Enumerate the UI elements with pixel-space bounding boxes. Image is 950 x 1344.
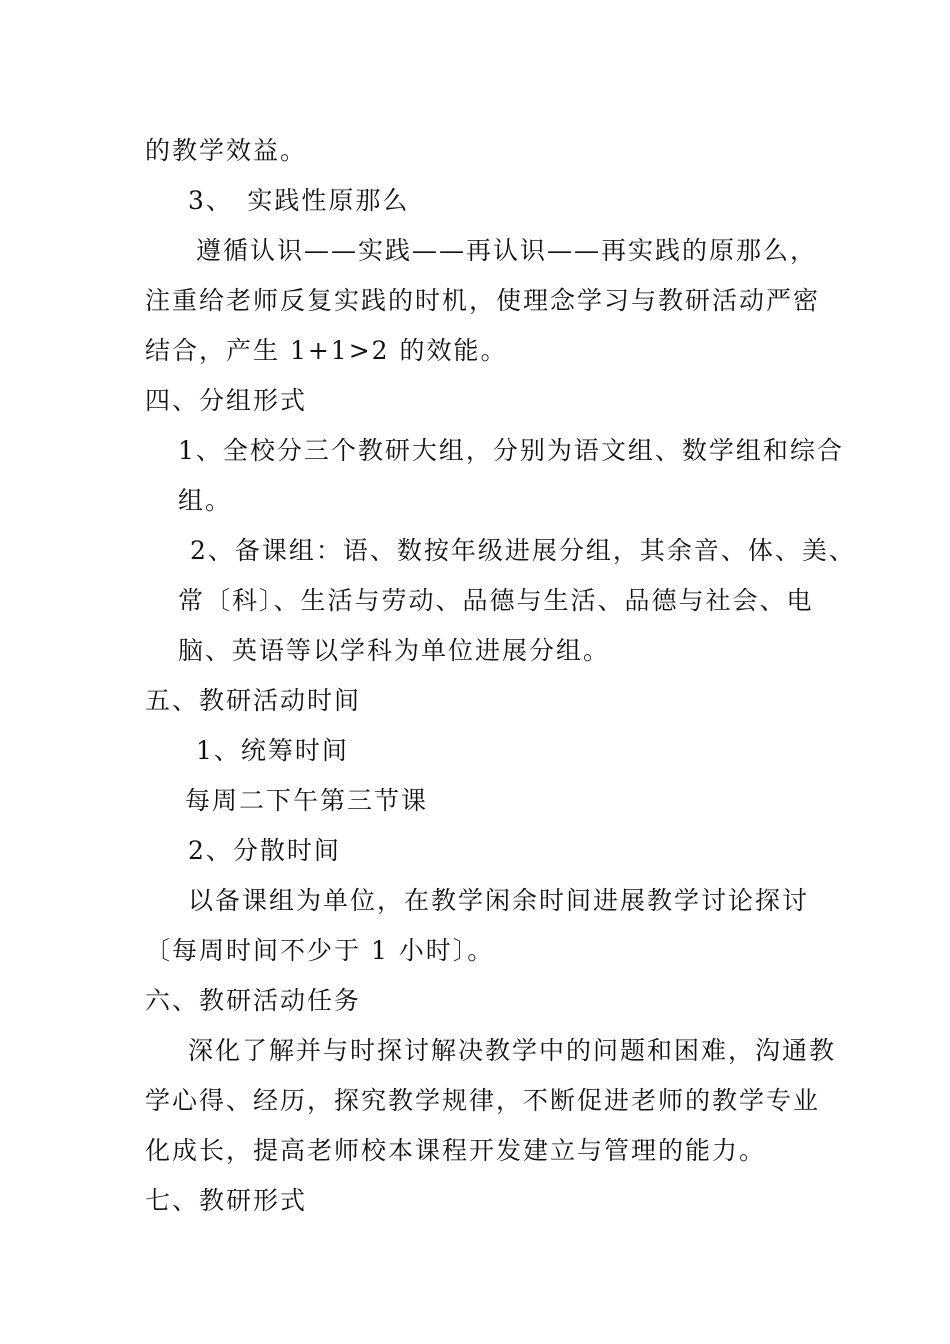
text-line: 组。	[178, 486, 233, 515]
text-line: 〔每周时间不少于 1 小时〕。	[145, 936, 495, 965]
text-line: 1、全校分三个教研大组，分别为语文组、数学组和综合	[178, 436, 844, 465]
text-line: 脑、英语等以学科为单位进展分组。	[178, 636, 611, 665]
section-heading: 五、教研活动时间	[145, 686, 362, 715]
text-line: 以备课组为单位，在教学闲余时间进展教学讨论探讨	[188, 886, 810, 915]
text-line: 每周二下午第三节课	[185, 786, 429, 815]
text-line: 常〔科〕、生活与劳动、品德与生活、品德与社会、电	[178, 586, 814, 615]
section-heading: 四、分组形式	[145, 386, 308, 415]
section-heading: 六、教研活动任务	[145, 986, 362, 1015]
text-line: 注重给老师反复实践的时机，使理念学习与教研活动严密	[145, 286, 821, 315]
text-line: 1、统筹时间	[196, 736, 349, 765]
section-heading: 七、教研形式	[145, 1186, 308, 1215]
section-heading: 3、 实践性原那么	[188, 186, 410, 215]
text-line: 2、备课组：语、数按年级进展分组，其余音、体、美、	[190, 536, 856, 565]
text-line: 结合，产生 1+1>2 的效能。	[145, 336, 508, 365]
text-line: 深化了解并与时探讨解决教学中的问题和困难，沟通教	[188, 1036, 837, 1065]
text-line: 学心得、经历，探究教学规律，不断促进老师的教学专业	[145, 1086, 821, 1115]
text-line: 遵循认识——实践——再认识——再实践的原那么，	[196, 236, 818, 265]
text-line: 化成长，提高老师校本课程开发建立与管理的能力。	[145, 1136, 767, 1165]
text-line: 的教学效益。	[145, 136, 308, 165]
text-line: 2、分散时间	[188, 836, 341, 865]
